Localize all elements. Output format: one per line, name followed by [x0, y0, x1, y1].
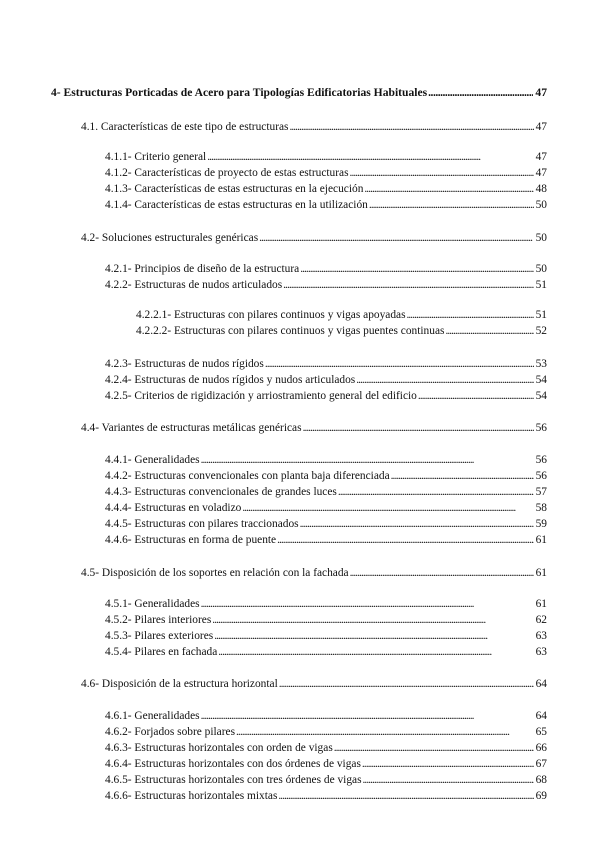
toc-entry-title: 4.2- Soluciones estructurales genéricas [81, 232, 259, 244]
toc-entry-page: 66 [535, 742, 547, 754]
toc-entry-title: 4.2.4- Estructuras de nudos rígidos y nudos articulados [105, 374, 356, 386]
toc-entry-title: 4.4.2- Estructuras convencionales con planta baja diferenciada [105, 470, 390, 482]
toc-subsection-entry [105, 357, 547, 371]
toc-entry-page: 67 [535, 758, 547, 770]
toc-subsection-entry [105, 166, 547, 180]
leader-dots [362, 757, 534, 771]
toc-entry-title: 4.4.1- Generalidades [105, 454, 200, 466]
leader-dots [356, 373, 533, 387]
toc-entry-page: 54 [535, 390, 547, 402]
toc-entry-page: 61 [535, 534, 547, 546]
toc-subsection-entry [105, 645, 547, 659]
toc-entry-title: 4.1.3- Características de estas estructuras en la ejecución [105, 183, 364, 195]
toc-entry-page: 47 [535, 86, 547, 99]
toc-entry-page: 50 [535, 232, 547, 244]
toc-entry-title: 4.4- Variantes de estructuras metálicas genéricas [81, 422, 302, 434]
leader-dots [407, 308, 534, 322]
toc-section-entry [81, 677, 547, 691]
toc-entry-page: 62 [535, 614, 547, 626]
toc-entry-title: 4.6.4- Estructuras horizontales con dos órdenes de vigas [105, 758, 361, 770]
leader-dots [242, 501, 533, 515]
leader-dots [265, 357, 534, 371]
leader-dots [214, 629, 533, 643]
toc-entry-title: 4.4.4- Estructuras en voladizo [105, 502, 242, 514]
toc-entry-title: 4.1. Características de este tipo de estructuras [81, 121, 289, 133]
toc-entry-title: 4.5.2- Pilares interiores [105, 614, 212, 626]
leader-dots [218, 645, 533, 659]
toc-entry-page: 48 [535, 183, 547, 195]
toc-section-entry [81, 120, 547, 134]
leader-dots [334, 741, 534, 755]
leader-dots [207, 150, 533, 164]
leader-dots [201, 709, 534, 723]
toc-entry-page: 56 [535, 470, 547, 482]
toc-entry-page: 61 [535, 567, 547, 579]
toc-subsection-entry [105, 389, 547, 403]
toc-entry-page: 50 [535, 263, 547, 275]
toc-entry-page: 53 [535, 358, 547, 370]
toc-entry-page: 47 [535, 121, 547, 133]
toc-subsection-entry [105, 709, 547, 723]
toc-subsection-entry [105, 773, 547, 787]
toc-entry-page: 51 [535, 309, 547, 321]
toc-entry-page: 47 [535, 167, 547, 179]
toc-entry-title: 4.5.1- Generalidades [105, 598, 200, 610]
leader-dots [236, 725, 534, 739]
leader-dots [369, 198, 534, 212]
toc-entry-page: 68 [535, 774, 547, 786]
toc-entry-title: 4.1.1- Criterio general [105, 151, 207, 163]
toc-subsection-entry [105, 533, 547, 547]
toc-subsection-entry [105, 278, 547, 292]
leader-dots [277, 533, 533, 547]
toc-subsection-entry [105, 725, 547, 739]
toc-section-entry [81, 566, 547, 580]
leader-dots [391, 469, 534, 483]
toc-entry-page: 54 [535, 374, 547, 386]
leader-dots [350, 166, 534, 180]
toc-entry-title: 4- Estructuras Porticadas de Acero para Tipologías Edificatorias Habituales [51, 86, 428, 99]
toc-subsection-entry [105, 501, 547, 515]
leader-dots [303, 421, 534, 435]
toc-subsection-entry [105, 469, 547, 483]
leader-dots [278, 789, 533, 803]
toc-entry-title: 4.1.2- Características de proyecto de estas estructuras [105, 167, 349, 179]
leader-dots [279, 677, 534, 691]
toc-section-entry [81, 421, 547, 435]
toc-entry-title: 4.2.1- Principios de diseño de la estructura [105, 263, 300, 275]
leader-dots [364, 182, 533, 196]
toc-entry-page: 61 [535, 598, 547, 610]
toc-entry-page: 52 [535, 325, 547, 337]
toc-subsection-entry [105, 613, 547, 627]
toc-entry-page: 56 [535, 454, 547, 466]
leader-dots [338, 485, 534, 499]
toc-entry-title: 4.1.4- Características de estas estructuras en la utilización [105, 199, 368, 211]
toc-subsubsection-entry [136, 324, 547, 338]
leader-dots [445, 324, 533, 338]
toc-subsection-entry [105, 198, 547, 212]
leader-dots [350, 566, 534, 580]
leader-dots [363, 773, 534, 787]
toc-entry-title: 4.2.5- Criterios de rigidización y arriostramiento general del edificio [105, 390, 417, 402]
leader-dots [300, 517, 534, 531]
toc-subsection-entry [105, 182, 547, 196]
toc-entry-page: 64 [535, 710, 547, 722]
toc-subsection-entry [105, 373, 547, 387]
leader-dots [428, 86, 533, 100]
leader-dots [259, 231, 533, 245]
toc-entry-title: 4.6.5- Estructuras horizontales con tres órdenes de vigas [105, 774, 362, 786]
toc-subsection-entry [105, 629, 547, 643]
toc-entry-title: 4.2.3- Estructuras de nudos rígidos [105, 358, 264, 370]
toc-chapter-entry [51, 86, 547, 100]
toc-subsection-entry [105, 150, 547, 164]
leader-dots [201, 597, 534, 611]
toc-entry-title: 4.6.3- Estructuras horizontales con orden de vigas [105, 742, 333, 754]
toc-entry-title: 4.5.3- Pilares exteriores [105, 630, 214, 642]
toc-subsection-entry [105, 262, 547, 276]
toc-entry-title: 4.2.2.2- Estructuras con pilares continuos y vigas puentes continuas [136, 325, 445, 337]
toc-subsection-entry [105, 517, 547, 531]
toc-section-entry [81, 231, 547, 245]
toc-entry-page: 51 [535, 279, 547, 291]
toc-entry-page: 63 [535, 630, 547, 642]
toc-entry-page: 56 [535, 422, 547, 434]
toc-subsection-entry [105, 741, 547, 755]
toc-entry-title: 4.5- Disposición de los soportes en relación con la fachada [81, 567, 349, 579]
toc-subsubsection-entry [136, 308, 547, 322]
toc-subsection-entry [105, 453, 547, 467]
toc-entry-page: 63 [535, 646, 547, 658]
toc-entry-page: 47 [535, 151, 547, 163]
toc-entry-title: 4.4.3- Estructuras convencionales de grandes luces [105, 486, 337, 498]
toc-entry-title: 4.4.6- Estructuras en forma de puente [105, 534, 277, 546]
toc-entry-title: 4.6- Disposición de la estructura horizontal [81, 678, 278, 690]
leader-dots [418, 389, 534, 403]
toc-entry-title: 4.6.6- Estructuras horizontales mixtas [105, 790, 278, 802]
toc-entry-page: 57 [535, 486, 547, 498]
toc-entry-page: 69 [535, 790, 547, 802]
leader-dots [212, 613, 533, 627]
leader-dots [300, 262, 533, 276]
toc-subsection-entry [105, 789, 547, 803]
toc-entry-title: 4.6.1- Generalidades [105, 710, 200, 722]
leader-dots [283, 278, 533, 292]
toc-entry-page: 58 [535, 502, 547, 514]
toc-entry-page: 65 [535, 726, 547, 738]
toc-subsection-entry [105, 597, 547, 611]
toc-entry-title: 4.5.4- Pilares en fachada [105, 646, 218, 658]
toc-entry-title: 4.2.2.1- Estructuras con pilares continuos y vigas apoyadas [136, 309, 406, 321]
toc-subsection-entry [105, 757, 547, 771]
toc-entry-page: 50 [535, 199, 547, 211]
leader-dots [289, 120, 533, 134]
toc-entry-page: 64 [535, 678, 547, 690]
leader-dots [201, 453, 534, 467]
toc-subsection-entry [105, 485, 547, 499]
toc-entry-title: 4.4.5- Estructuras con pilares traccionados [105, 518, 299, 530]
toc-entry-title: 4.6.2- Forjados sobre pilares [105, 726, 236, 738]
toc-entry-page: 59 [535, 518, 547, 530]
toc-entry-title: 4.2.2- Estructuras de nudos articulados [105, 279, 283, 291]
